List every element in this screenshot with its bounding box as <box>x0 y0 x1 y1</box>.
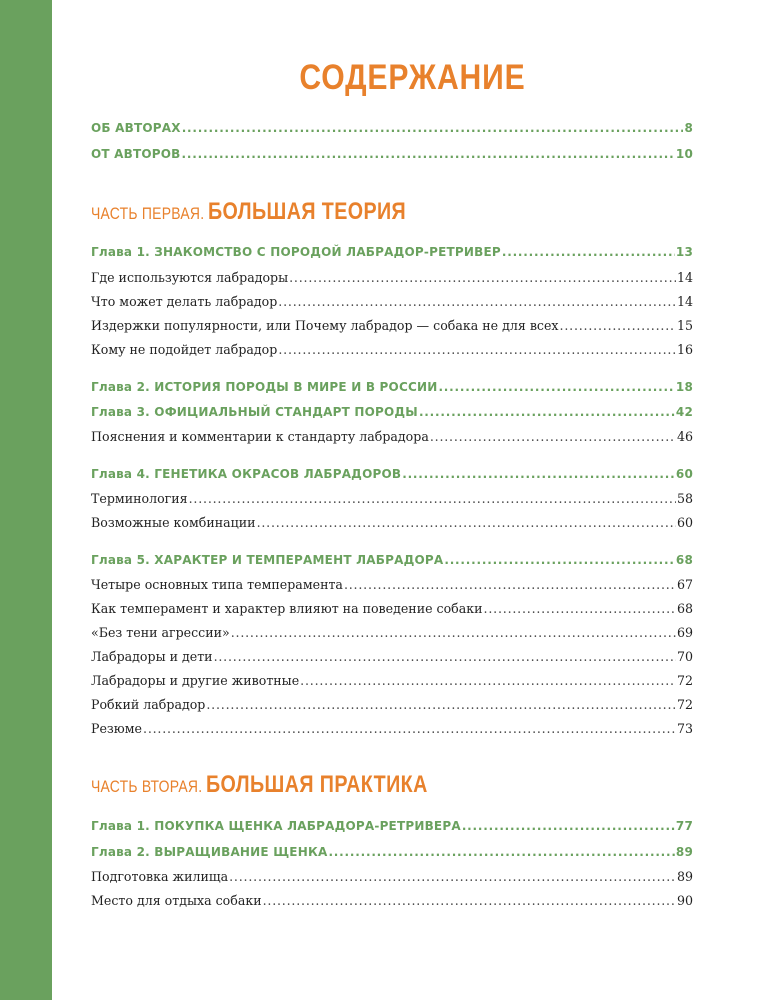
leader-dots <box>229 869 676 884</box>
toc-chapter[interactable] <box>91 245 693 265</box>
leader-dots <box>289 270 676 285</box>
toc-entry[interactable] <box>91 429 693 449</box>
toc-entry-page: 15 <box>676 318 693 333</box>
toc-entry[interactable] <box>91 893 693 913</box>
leader-dots <box>402 467 675 481</box>
toc-entry-title: Глава 1. ЗНАКОМСТВО С ПОРОДОЙ ЛАБРАДОР-РЕТРИВЕР <box>91 245 501 259</box>
part-heading-2 <box>91 771 428 799</box>
leader-dots <box>263 893 676 908</box>
toc-entry-page: 14 <box>676 270 693 285</box>
leader-dots <box>502 245 675 259</box>
toc-entry-page: 72 <box>676 673 693 688</box>
toc-entry-title: «Без тени агрессии» <box>91 625 230 640</box>
toc-entry-page: 67 <box>676 577 693 592</box>
leader-dots <box>484 601 676 616</box>
toc-entry-title: Глава 5. ХАРАКТЕР И ТЕМПЕРАМЕНТ ЛАБРАДОРА <box>91 553 444 567</box>
toc-entry-title: Робкий лабрадор <box>91 697 206 712</box>
side-color-band <box>0 0 52 1000</box>
leader-dots <box>214 649 676 664</box>
toc-entry[interactable] <box>91 697 693 717</box>
toc-entry-title: Место для отдыха собаки <box>91 893 262 908</box>
leader-dots <box>278 294 676 309</box>
leader-dots <box>430 429 676 444</box>
toc-entry[interactable] <box>91 649 693 669</box>
toc-entry-page: 10 <box>675 147 693 161</box>
leader-dots <box>560 318 676 333</box>
leader-dots <box>231 625 676 640</box>
leader-dots <box>143 721 676 736</box>
leader-dots <box>462 819 675 833</box>
leader-dots <box>419 405 675 419</box>
leader-dots <box>300 673 676 688</box>
toc-entry-title: Глава 1. ПОКУПКА ЩЕНКА ЛАБРАДОРА-РЕТРИВЕРА <box>91 819 461 833</box>
toc-entry-title: Глава 2. ВЫРАЩИВАНИЕ ЩЕНКА <box>91 845 328 859</box>
toc-entry-title: Глава 2. ИСТОРИЯ ПОРОДЫ В МИРЕ И В РОССИИ <box>91 380 438 394</box>
leader-dots <box>328 845 674 859</box>
toc-chapter[interactable] <box>91 467 693 487</box>
part-name: БОЛЬШАЯ ТЕОРИЯ <box>207 198 407 225</box>
toc-entry-title: Лабрадоры и другие животные <box>91 673 300 688</box>
leader-dots <box>182 121 684 135</box>
toc-entry-from-authors[interactable] <box>91 147 693 167</box>
toc-entry-title: ОБ АВТОРАХ <box>91 121 181 135</box>
part-name: БОЛЬШАЯ ПРАКТИКА <box>205 771 428 798</box>
toc-chapter[interactable] <box>91 845 693 865</box>
toc-entry[interactable] <box>91 491 693 511</box>
part-prefix: ЧАСТЬ ВТОРАЯ. <box>91 777 203 796</box>
toc-entry[interactable] <box>91 294 693 314</box>
leader-dots <box>344 577 676 592</box>
leader-dots <box>206 697 676 712</box>
toc-entry-page: 77 <box>675 819 693 833</box>
leader-dots <box>257 515 676 530</box>
toc-entry-title: Глава 3. ОФИЦИАЛЬНЫЙ СТАНДАРТ ПОРОДЫ <box>91 405 418 419</box>
toc-entry-title: Как темперамент и характер влияют на поведение собаки <box>91 601 483 616</box>
toc-entry-page: 89 <box>675 845 693 859</box>
toc-entry-page: 69 <box>676 625 693 640</box>
toc-entry-title: Кому не подойдет лабрадор <box>91 342 278 357</box>
toc-entry-page: 68 <box>675 553 693 567</box>
toc-chapter[interactable] <box>91 380 693 400</box>
toc-entry-title: Пояснения и комментарии к стандарту лабрадора <box>91 429 429 444</box>
toc-entry[interactable] <box>91 577 693 597</box>
toc-entry[interactable] <box>91 673 693 693</box>
toc-entry-page: 18 <box>675 380 693 394</box>
part-heading-1 <box>91 198 406 226</box>
leader-dots <box>444 553 675 567</box>
page-title: СОДЕРЖАНИЕ <box>299 58 526 97</box>
toc-entry-page: 46 <box>676 429 693 444</box>
toc-chapter[interactable] <box>91 553 693 573</box>
toc-entry-title: Глава 4. ГЕНЕТИКА ОКРАСОВ ЛАБРАДОРОВ <box>91 467 402 481</box>
toc-entry[interactable] <box>91 625 693 645</box>
toc-entry[interactable] <box>91 342 693 362</box>
toc-chapter[interactable] <box>91 819 693 839</box>
toc-entry-page: 68 <box>676 601 693 616</box>
toc-entry-page: 13 <box>675 245 693 259</box>
toc-entry[interactable] <box>91 318 693 338</box>
toc-entry-title: Терминология <box>91 491 188 506</box>
toc-entry-title: Возможные комбинации <box>91 515 256 530</box>
toc-entry[interactable] <box>91 515 693 535</box>
toc-entry-title: Где используются лабрадоры <box>91 270 289 285</box>
leader-dots <box>189 491 676 506</box>
toc-entry-title: Издержки популярности, или Почему лабрадор — собака не для всех <box>91 318 559 333</box>
toc-entry[interactable] <box>91 270 693 290</box>
toc-chapter[interactable] <box>91 405 693 425</box>
toc-entry-title: Резюме <box>91 721 143 736</box>
toc-entry-page: 60 <box>675 467 693 481</box>
toc-entry-page: 73 <box>676 721 693 736</box>
toc-entry-page: 42 <box>675 405 693 419</box>
toc-entry-page: 70 <box>676 649 693 664</box>
toc-entry-page: 58 <box>676 491 693 506</box>
toc-entry-title: Что может делать лабрадор <box>91 294 278 309</box>
toc-entry-page: 90 <box>676 893 693 908</box>
part-prefix: ЧАСТЬ ПЕРВАЯ. <box>91 204 205 223</box>
toc-entry-page: 72 <box>676 697 693 712</box>
toc-entry-title: Четыре основных типа темперамента <box>91 577 343 592</box>
toc-entry-title: ОТ АВТОРОВ <box>91 147 181 161</box>
toc-entry[interactable] <box>91 721 693 741</box>
toc-entry-page: 8 <box>684 121 693 135</box>
toc-entry-page: 16 <box>676 342 693 357</box>
leader-dots <box>182 147 675 161</box>
toc-entry-title: Лабрадоры и дети <box>91 649 213 664</box>
leader-dots <box>438 380 674 394</box>
toc-entry-page: 89 <box>676 869 693 884</box>
toc-entry-page: 60 <box>676 515 693 530</box>
leader-dots <box>278 342 676 357</box>
toc-entry-page: 14 <box>676 294 693 309</box>
toc-entry-title: Подготовка жилища <box>91 869 229 884</box>
toc-entry[interactable] <box>91 601 693 621</box>
toc-entry-about-authors[interactable] <box>91 121 693 141</box>
toc-entry[interactable] <box>91 869 693 889</box>
